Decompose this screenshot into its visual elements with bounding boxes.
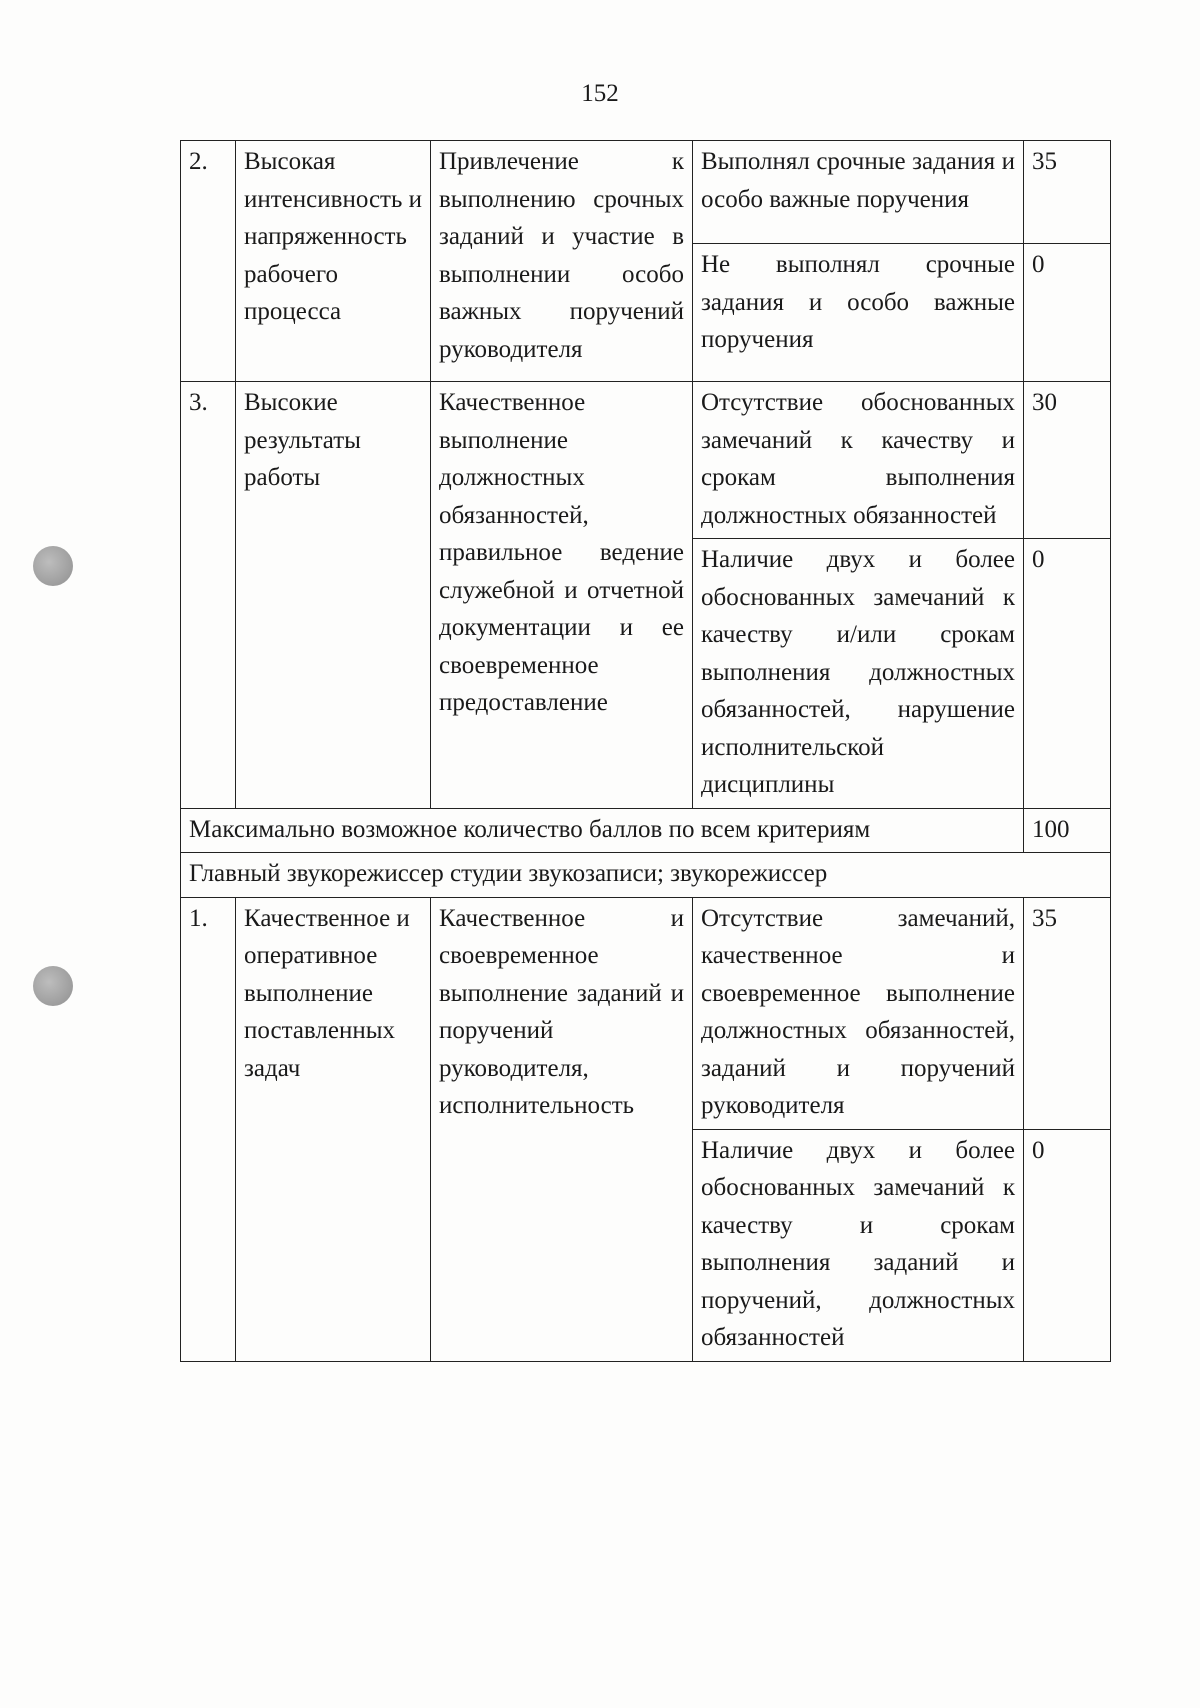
max-total-score: 100 [1024,808,1111,853]
table-row [181,141,1111,244]
row-number: 1. [181,897,236,1361]
condition-cell: Выполнял срочные задания и особо важные поручения [693,141,1024,244]
table-row [181,382,1111,539]
condition-cell: Не выполнял срочные задания и особо важные поручения [693,244,1024,382]
condition-cell: Наличие двух и более обоснованных замечаний к качеству и срокам выполнения заданий и поручений, должностных обязанностей [693,1129,1024,1361]
score-cell: 35 [1024,141,1111,244]
row-number: 2. [181,141,236,382]
section-title: Главный звукорежиссер студии звукозаписи; звукорежиссер [181,853,1111,898]
row-number: 3. [181,382,236,809]
punch-hole-mark [33,546,73,586]
score-cell: 0 [1024,244,1111,382]
total-row [181,808,1111,853]
section-heading-row [181,853,1111,898]
score-cell: 30 [1024,382,1111,539]
description-cell: Привлечение к выполнению срочных заданий и участие в выполнении особо важных поручений руководителя [431,141,693,382]
page-number: 152 [581,80,619,107]
condition-cell: Отсутствие замечаний, качественное и своевременное выполнение должностных обязанностей, заданий и поручений руководителя [693,897,1024,1129]
criterion-cell: Качественное и оперативное выполнение поставленных задач [236,897,431,1361]
punch-hole-mark [33,966,73,1006]
condition-cell: Отсутствие обоснованных замечаний к качеству и срокам выполнения должностных обязанностей [693,382,1024,539]
criterion-cell: Высокие результаты работы [236,382,431,809]
score-cell: 35 [1024,897,1111,1129]
criterion-cell: Высокая интенсивность и напряженность рабочего процесса [236,141,431,382]
description-cell: Качественное и своевременное выполнение заданий и поручений руководителя, исполнительность [431,897,693,1361]
table-row [181,897,1111,1129]
description-cell: Качественное выполнение должностных обязанностей, правильное ведение служебной и отчетной документации и ее своевременное предоставление [431,382,693,809]
max-total-label: Максимально возможное количество баллов по всем критериям [181,808,1024,853]
criteria-table [180,140,1111,1362]
condition-cell: Наличие двух и более обоснованных замечаний к качеству и/или срокам выполнения должностных обязанностей, нарушение исполнительской дисциплины [693,539,1024,809]
score-cell: 0 [1024,1129,1111,1361]
score-cell: 0 [1024,539,1111,809]
